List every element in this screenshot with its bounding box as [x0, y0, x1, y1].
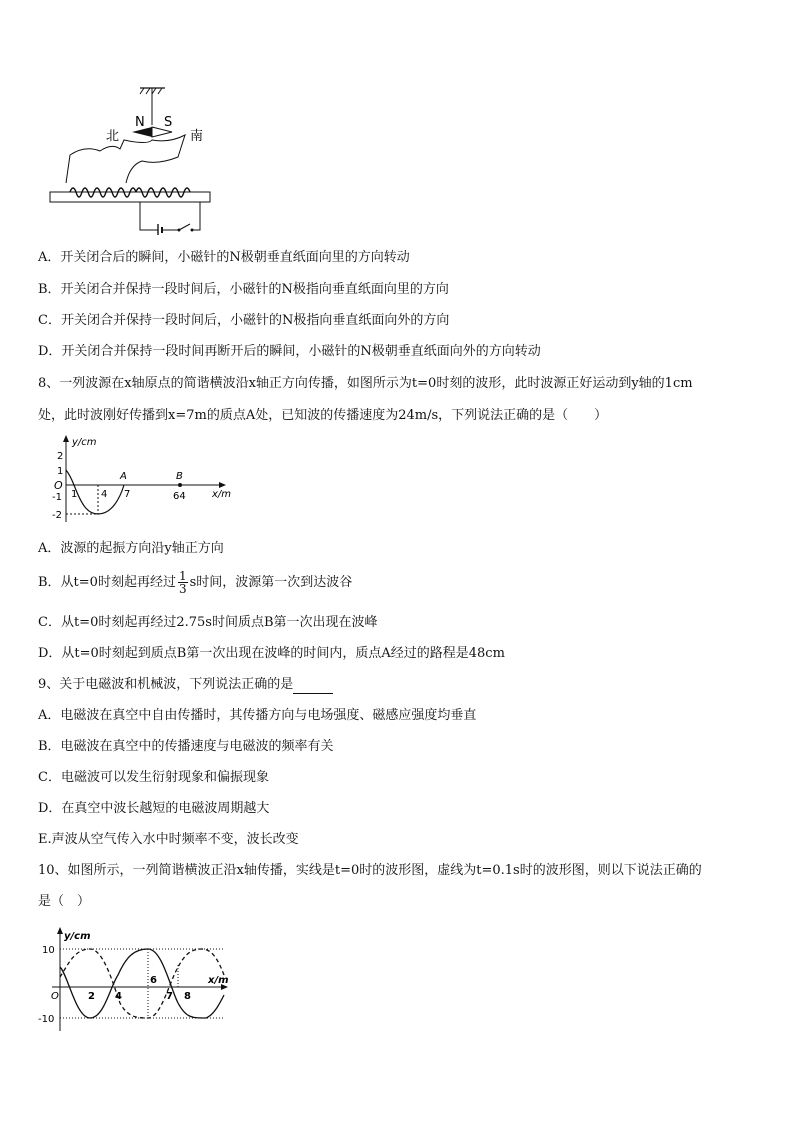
- q8-point-b-label: B: [176, 471, 183, 482]
- q10-origin-label: O: [51, 991, 59, 1002]
- q8-fraction-numerator: 1: [178, 569, 187, 583]
- q9-stem: [38, 676, 333, 694]
- q7-option-b: B．开关闭合并保持一段时间后，小磁针的N极指向垂直纸面向里的方向: [38, 282, 449, 297]
- q7-compass-solenoid-figure: [40, 85, 220, 235]
- q8-y-tick-m1: -1: [52, 492, 62, 503]
- q8-y-axis-label: y/cm: [72, 437, 97, 448]
- q9-option-d: D．在真空中波长越短的电磁波周期越大: [38, 801, 270, 816]
- q8-stem-line1: 8、一列波源在x轴原点的简谐横波沿x轴正方向传播，如图所示为t=0时刻的波形，此时波源正好运动到y轴的1cm: [38, 376, 693, 391]
- q9-option-b: B．电磁波在真空中的传播速度与电磁波的频率有关: [38, 739, 334, 754]
- q8-option-d: D．从t=0时刻起到质点B第一次出现在波峰的时间内，质点A经过的路程是48cm: [38, 646, 505, 661]
- q8-option-b: [38, 570, 352, 595]
- q10-wave-figure: [38, 925, 233, 1033]
- q8-x-axis-label: x/m: [212, 489, 232, 500]
- q10-y-tick-10: 10: [42, 945, 55, 956]
- q9-option-a: A．电磁波在真空中自由传播时，其传播方向与电场强度、磁感应强度均垂直: [38, 708, 477, 723]
- q8-option-a: A．波源的起振方向沿y轴正方向: [38, 541, 224, 556]
- needle-n-label: N: [135, 115, 145, 130]
- q9-option-e: E.声波从空气传入水中时频率不变，波长改变: [38, 832, 299, 847]
- q8-option-b-fraction: [178, 570, 188, 595]
- q10-x-tick-4: 4: [115, 991, 122, 1002]
- q7-option-c: C．开关闭合并保持一段时间后，小磁针的N极指向垂直纸面向外的方向: [38, 313, 450, 328]
- q9-answer-blank: [293, 680, 333, 694]
- q10-stem-line1: 10、如图所示，一列简谐横波正沿x轴传播，实线是t=0时的波形图，虚线为t=0.1s时的波形图，则以下说法正确的: [38, 863, 702, 878]
- q8-x-tick-64: 64: [173, 491, 186, 502]
- q8-y-tick-m2: -2: [52, 510, 62, 521]
- needle-s-label: S: [164, 115, 173, 130]
- q8-option-b-suffix: s时间，波源第一次到达波谷: [189, 575, 353, 590]
- q8-fraction-denominator: 3: [178, 582, 187, 596]
- q8-y-tick-2: 2: [57, 451, 64, 462]
- q8-wave-figure: [50, 434, 240, 526]
- q10-x-tick-6: 6: [150, 975, 157, 986]
- q8-stem-line2: 处，此时波刚好传播到x=7m的质点A处，已知波的传播速度为24m/s，下列说法正确的是（ ）: [38, 408, 608, 423]
- q8-y-tick-1: 1: [57, 466, 64, 477]
- q8-origin-label: O: [54, 479, 63, 492]
- q10-x-tick-8: 8: [184, 991, 191, 1002]
- q10-stem-line2: 是（ ）: [38, 894, 91, 909]
- q9-stem-text: 9、关于电磁波和机械波，下列说法正确的是: [38, 677, 294, 692]
- south-label: 南: [190, 129, 204, 144]
- q7-option-a: A．开关闭合后的瞬间，小磁针的N极朝垂直纸面向里的方向转动: [38, 250, 410, 265]
- q10-y-axis-label: y/cm: [64, 931, 91, 942]
- q10-x-axis-label: x/m: [208, 975, 229, 986]
- q8-x-tick-1: 1: [71, 489, 78, 500]
- q7-option-d: D．开关闭合并保持一段时间再断开后的瞬间，小磁针的N极朝垂直纸面向外的方向转动: [38, 344, 541, 359]
- q10-x-tick-7: 7: [166, 991, 173, 1002]
- q10-y-tick-m10: -10: [38, 1014, 55, 1025]
- q8-option-b-prefix: B．从t=0时刻起再经过: [38, 575, 176, 590]
- q8-x-tick-7: 7: [124, 489, 131, 500]
- q8-point-a-label: A: [120, 471, 127, 482]
- north-label: 北: [106, 129, 120, 144]
- q9-option-c: C．电磁波可以发生衍射现象和偏振现象: [38, 770, 269, 785]
- q10-x-tick-2: 2: [88, 991, 95, 1002]
- q8-x-tick-4: 4: [101, 489, 108, 500]
- q8-option-c: C．从t=0时刻起再经过2.75s时间质点B第一次出现在波峰: [38, 615, 378, 630]
